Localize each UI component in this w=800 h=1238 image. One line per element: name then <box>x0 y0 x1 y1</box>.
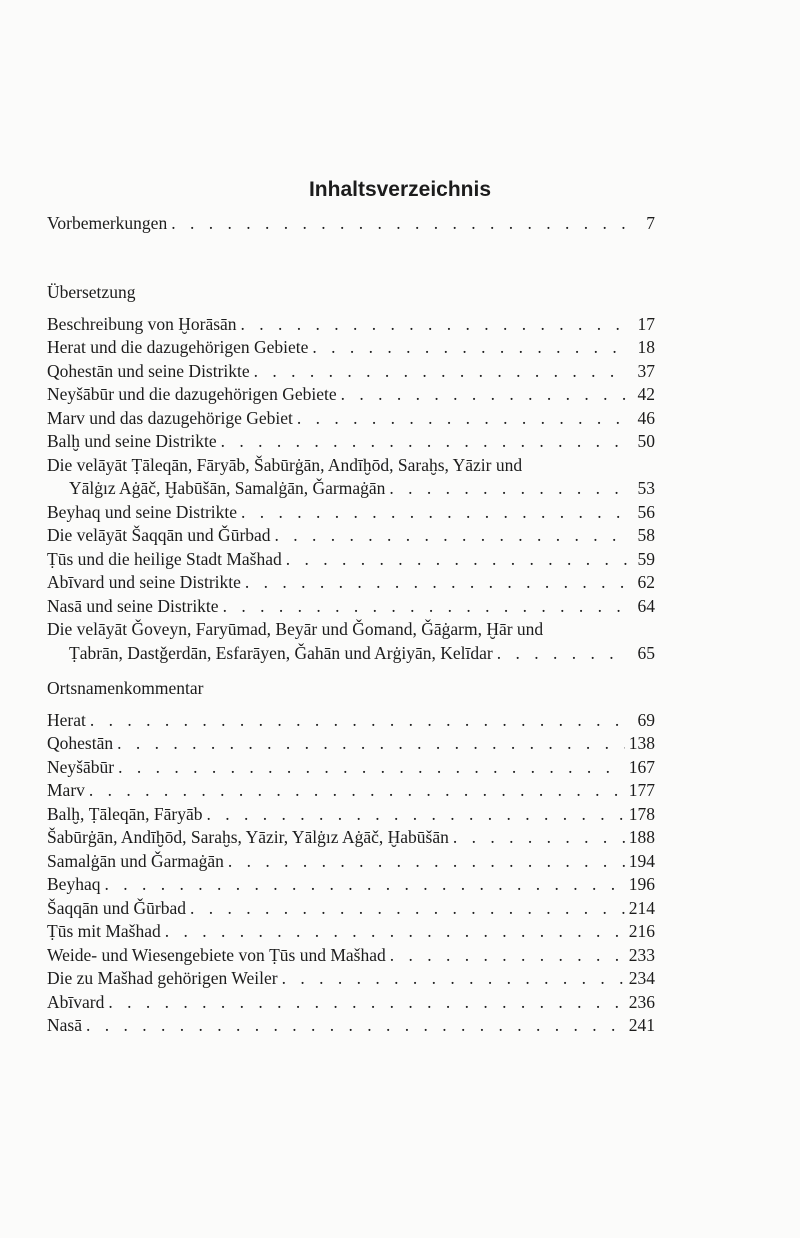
dot-leader <box>389 477 629 501</box>
dot-leader <box>286 548 629 572</box>
toc-entry-page: 234 <box>628 968 655 988</box>
toc-entry-label: Nasā <box>47 1015 82 1035</box>
toc-entry[interactable] <box>47 967 655 991</box>
toc-entry[interactable] <box>47 756 655 780</box>
toc-entry-page: 58 <box>637 525 655 545</box>
toc-entry[interactable] <box>47 850 655 874</box>
toc-entry[interactable] <box>47 732 655 756</box>
dot-leader <box>104 873 624 897</box>
toc-entry-label: Ṭūs und die heilige Stadt Mašhad <box>47 548 282 569</box>
toc-entry-page: 42 <box>637 384 655 404</box>
toc-entry-page: 138 <box>628 733 655 753</box>
intro-entry-block <box>47 212 655 236</box>
toc-entry[interactable] <box>47 803 655 827</box>
toc-entry-label: Weide- und Wiesengebiete von Ṭūs und Mašhad <box>47 944 386 965</box>
dot-leader <box>282 967 625 991</box>
toc-entry[interactable] <box>47 873 655 897</box>
toc-entry-page: 167 <box>628 756 655 777</box>
toc-entry-label: Die velāyāt Ǧoveyn, Faryūmad, Beyār und Ǧomand, Ǧāġarm, Ḫār und <box>47 619 544 639</box>
toc-entry[interactable] <box>47 826 655 850</box>
dot-leader <box>390 944 625 968</box>
section-ortsnamenkommentar <box>47 677 655 1038</box>
toc-entry-label: Neyšābūr <box>47 756 115 777</box>
dot-leader <box>241 501 629 525</box>
toc-entry-label: Marv und das dazugehörige Gebiet <box>47 407 293 428</box>
toc-entry-continuation <box>47 642 655 666</box>
toc-entry[interactable] <box>47 779 655 803</box>
toc-entry[interactable] <box>47 595 655 619</box>
toc-entry-label: Samalġān und Ǧarmaġān <box>47 850 224 871</box>
toc-entry-label: Neyšābūr und die dazugehörigen Gebiete <box>47 384 337 404</box>
toc-entry[interactable] <box>47 991 655 1015</box>
toc-entry[interactable] <box>47 313 655 337</box>
toc-entry[interactable] <box>47 548 655 572</box>
toc-entry-label: Ṭūs mit Mašhad <box>47 921 161 941</box>
dot-leader <box>453 826 625 850</box>
toc-entry-page: 236 <box>628 991 655 1012</box>
toc-entry-label: Beyhaq und seine Distrikte <box>47 501 238 522</box>
dot-leader <box>108 991 624 1015</box>
toc-entry-label: Herat <box>47 709 86 730</box>
toc-entry-page: 65 <box>637 642 655 663</box>
toc-entry[interactable] <box>47 944 655 968</box>
toc-entry-page: 233 <box>628 944 655 965</box>
dot-leader <box>90 709 629 733</box>
dot-leader <box>221 430 629 454</box>
toc-entry[interactable] <box>47 360 655 384</box>
toc-entry-label: Beschreibung von Ḫorāsān <box>47 313 237 334</box>
section-heading: Ortsnamenkommentar <box>47 678 204 698</box>
dot-leader <box>223 595 629 619</box>
toc-entry-page: 188 <box>628 827 655 847</box>
dot-leader <box>275 524 629 548</box>
toc-entry-label: Qohestān und seine Distrikte <box>47 360 250 381</box>
dot-leader <box>241 313 629 337</box>
dot-leader <box>497 642 629 666</box>
page-title: Inhaltsverzeichnis <box>308 178 492 201</box>
toc-entry-page: 194 <box>628 850 655 871</box>
toc-entry-label-continued: Ṭabrān, Dastǧerdān, Esfarāyen, Ǧahān und Arġiyān, Kelīdar <box>69 642 493 663</box>
toc-entry-page: 177 <box>628 780 655 800</box>
toc-entry-page: 216 <box>628 921 655 941</box>
toc-entry-page: 7 <box>646 213 655 233</box>
toc-entry-page: 178 <box>628 803 655 824</box>
dot-leader <box>207 803 625 827</box>
toc-entry[interactable] <box>47 524 655 548</box>
toc-entry-label: Vorbemerkungen <box>47 213 168 233</box>
dot-leader <box>190 897 625 921</box>
toc-entry-label: Abīvard <box>47 991 105 1012</box>
toc-entry[interactable] <box>47 383 655 407</box>
dot-leader <box>118 756 625 780</box>
toc-entry-page: 241 <box>628 1015 655 1035</box>
toc-entry-label: Nasā und seine Distrikte <box>47 595 219 616</box>
toc-entry[interactable] <box>47 618 655 665</box>
toc-entry[interactable] <box>47 571 655 595</box>
section-uebersetzung <box>47 281 655 665</box>
toc-entry-page: 64 <box>637 595 655 616</box>
toc-entry-label: Balḫ und seine Distrikte <box>47 431 217 451</box>
toc-entry-page: 17 <box>637 313 655 334</box>
toc-entry-page: 37 <box>637 360 655 381</box>
toc-entry-label: Marv <box>47 780 85 800</box>
toc-entry-page: 53 <box>637 478 655 498</box>
toc-entry-label: Die velāyāt Ṭāleqān, Fāryāb, Šabūrġān, Andīḫōd, Saraḫs, Yāzir und <box>47 454 523 475</box>
toc-entry-label: Herat und die dazugehörigen Gebiete <box>47 337 309 357</box>
toc-entry-page: 18 <box>637 337 655 357</box>
toc-entry-page: 196 <box>628 874 655 894</box>
toc-entry[interactable] <box>47 430 655 454</box>
toc-entry[interactable] <box>47 897 655 921</box>
toc-entry-label: Die velāyāt Šaqqān und Ǧūrbad <box>47 525 271 545</box>
toc-entry[interactable] <box>47 1014 655 1038</box>
dot-leader <box>297 407 629 431</box>
dot-leader <box>254 360 629 384</box>
dot-leader <box>89 779 625 803</box>
section-heading: Übersetzung <box>47 282 136 302</box>
toc-entry-label: Qohestān <box>47 733 114 753</box>
toc-entry-label-continued: Yālġız Aġāč, Ḫabūšān, Samalġān, Ǧarmaġān <box>69 478 386 498</box>
dot-leader <box>117 732 625 756</box>
toc-entry-label: Abīvard und seine Distrikte <box>47 572 241 592</box>
dot-leader <box>228 850 625 874</box>
toc-entry-label: Šaqqān und Ǧūrbad <box>47 897 187 918</box>
toc-entry-label: Balḫ, Ṭāleqān, Fāryāb <box>47 803 203 824</box>
toc-entry-page: 214 <box>628 897 655 918</box>
dot-leader <box>165 920 625 944</box>
toc-entry-page: 50 <box>637 431 655 451</box>
toc-entry-continuation <box>47 477 655 501</box>
toc-entry-page: 59 <box>637 548 655 569</box>
toc-entry[interactable] <box>47 501 655 525</box>
toc-entry[interactable] <box>47 212 655 236</box>
toc-entry-label: Die zu Mašhad gehörigen Weiler <box>47 968 278 988</box>
section-spacer <box>47 701 655 709</box>
toc-entry-page: 62 <box>637 572 655 592</box>
dot-leader <box>86 1014 625 1038</box>
dot-leader <box>245 571 629 595</box>
toc-entry[interactable] <box>47 407 655 431</box>
toc-entry-label: Šabūrġān, Andīḫōd, Saraḫs, Yāzir, Yālġız Aġāč, Ḫabūšān <box>47 827 449 847</box>
toc-entry[interactable] <box>47 454 655 501</box>
toc-entry-label: Beyhaq <box>47 874 101 894</box>
dot-leader <box>312 336 629 360</box>
toc-entry-page: 56 <box>637 501 655 522</box>
toc-entry-page: 46 <box>637 407 655 428</box>
toc-entry[interactable] <box>47 709 655 733</box>
dot-leader <box>341 383 629 407</box>
section-spacer <box>47 305 655 313</box>
toc-entry[interactable] <box>47 920 655 944</box>
toc-entry-page: 69 <box>637 709 655 730</box>
toc-entry[interactable] <box>47 336 655 360</box>
dot-leader <box>171 212 629 236</box>
